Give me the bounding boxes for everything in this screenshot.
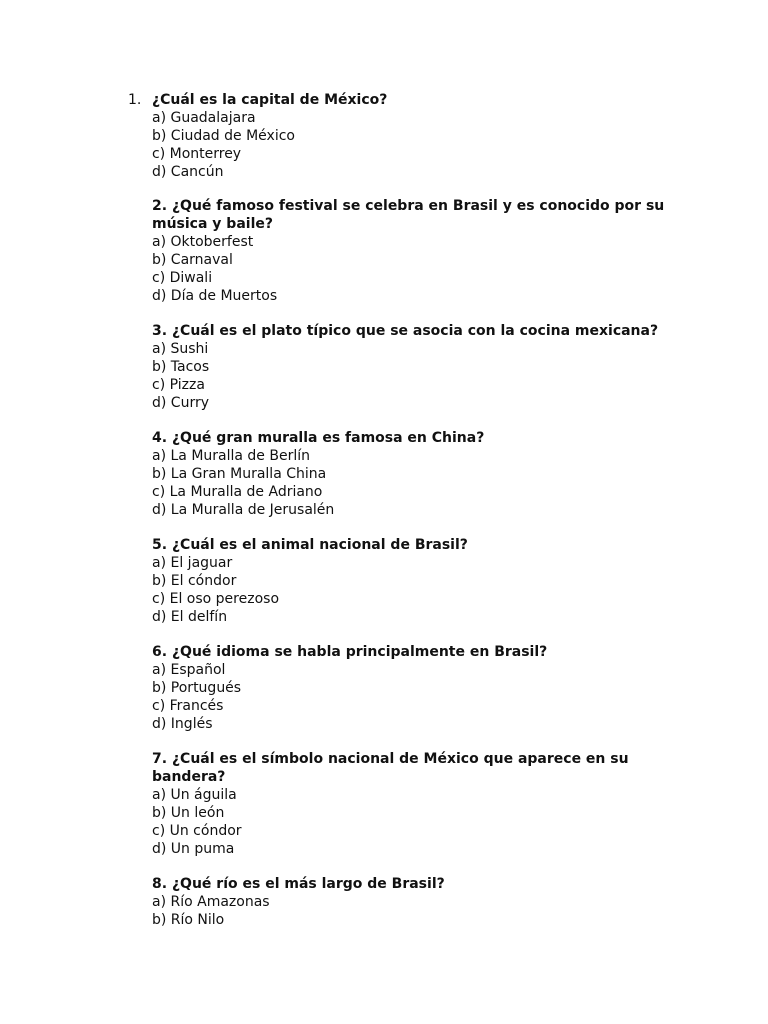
question-7-option-d: d) Un puma [152,841,235,857]
question-6-option-d: d) Inglés [152,716,213,732]
question-1-text: ¿Cuál es la capital de México? [152,92,388,108]
question-1-option-d: d) Cancún [152,164,224,180]
question-7-text: ¿Cuál es el símbolo nacional de México que aparece en su bandera? [152,751,629,785]
question-3-text: ¿Cuál es el plato típico que se asocia con la cocina mexicana? [171,323,659,339]
question-1-option-a: a) Guadalajara [152,110,256,126]
question-5-heading [152,536,672,554]
question-7-option-a: a) Un águila [152,787,237,803]
question-8-text: ¿Qué río es el más largo de Brasil? [171,876,445,892]
question-7-option-b: b) Un león [152,805,225,821]
question-7-option-c: c) Un cóndor [152,823,242,839]
question-2 [152,197,672,305]
question-4-option-a: a) La Muralla de Berlín [152,448,310,464]
question-7 [152,750,672,858]
question-4 [152,429,672,519]
question-5-option-d: d) El delfín [152,609,228,625]
question-1-number: 1. [128,92,142,108]
question-3-heading [152,322,672,340]
question-5-option-c: c) El oso perezoso [152,591,280,607]
question-2-heading [152,197,672,233]
question-3 [152,322,672,412]
question-1-option-b: b) Ciudad de México [152,128,295,144]
question-6-option-a: a) Español [152,662,226,678]
question-3-option-a: a) Sushi [152,341,209,357]
question-3-option-c: c) Pizza [152,377,205,393]
question-8-option-b: b) Río Nilo [152,912,225,928]
question-2-option-b: b) Carnaval [152,252,233,268]
question-8-number: 8. [152,876,168,892]
question-2-option-d: d) Día de Muertos [152,288,278,304]
question-1-option-c: c) Monterrey [152,146,242,162]
question-4-option-b: b) La Gran Muralla China [152,466,327,482]
question-6-option-b: b) Portugués [152,680,242,696]
question-6 [152,643,672,733]
question-6-number: 6. [152,644,168,660]
question-5-option-a: a) El jaguar [152,555,233,571]
question-3-option-b: b) Tacos [152,359,210,375]
question-1 [128,91,672,181]
question-6-heading [152,643,672,661]
question-2-option-a: a) Oktoberfest [152,234,254,250]
question-4-text: ¿Qué gran muralla es famosa en China? [171,430,485,446]
question-4-heading [152,429,672,447]
question-6-option-c: c) Francés [152,698,224,714]
question-5-number: 5. [152,537,168,553]
question-7-heading [152,750,672,786]
question-8-heading [152,875,672,893]
question-4-option-d: d) La Muralla de Jerusalén [152,502,335,518]
question-4-option-c: c) La Muralla de Adriano [152,484,323,500]
question-2-text: ¿Qué famoso festival se celebra en Brasil y es conocido por su música y baile? [152,198,665,232]
question-2-option-c: c) Diwali [152,270,213,286]
question-4-number: 4. [152,430,168,446]
question-8-option-a: a) Río Amazonas [152,894,270,910]
question-5-option-b: b) El cóndor [152,573,237,589]
question-3-number: 3. [152,323,168,339]
question-1-heading [128,91,672,109]
question-2-number: 2. [152,198,168,214]
question-8 [152,875,672,929]
question-6-text: ¿Qué idioma se habla principalmente en Brasil? [171,644,548,660]
question-3-option-d: d) Curry [152,395,209,411]
question-5 [152,536,672,626]
question-5-text: ¿Cuál es el animal nacional de Brasil? [171,537,468,553]
question-7-number: 7. [152,751,168,767]
